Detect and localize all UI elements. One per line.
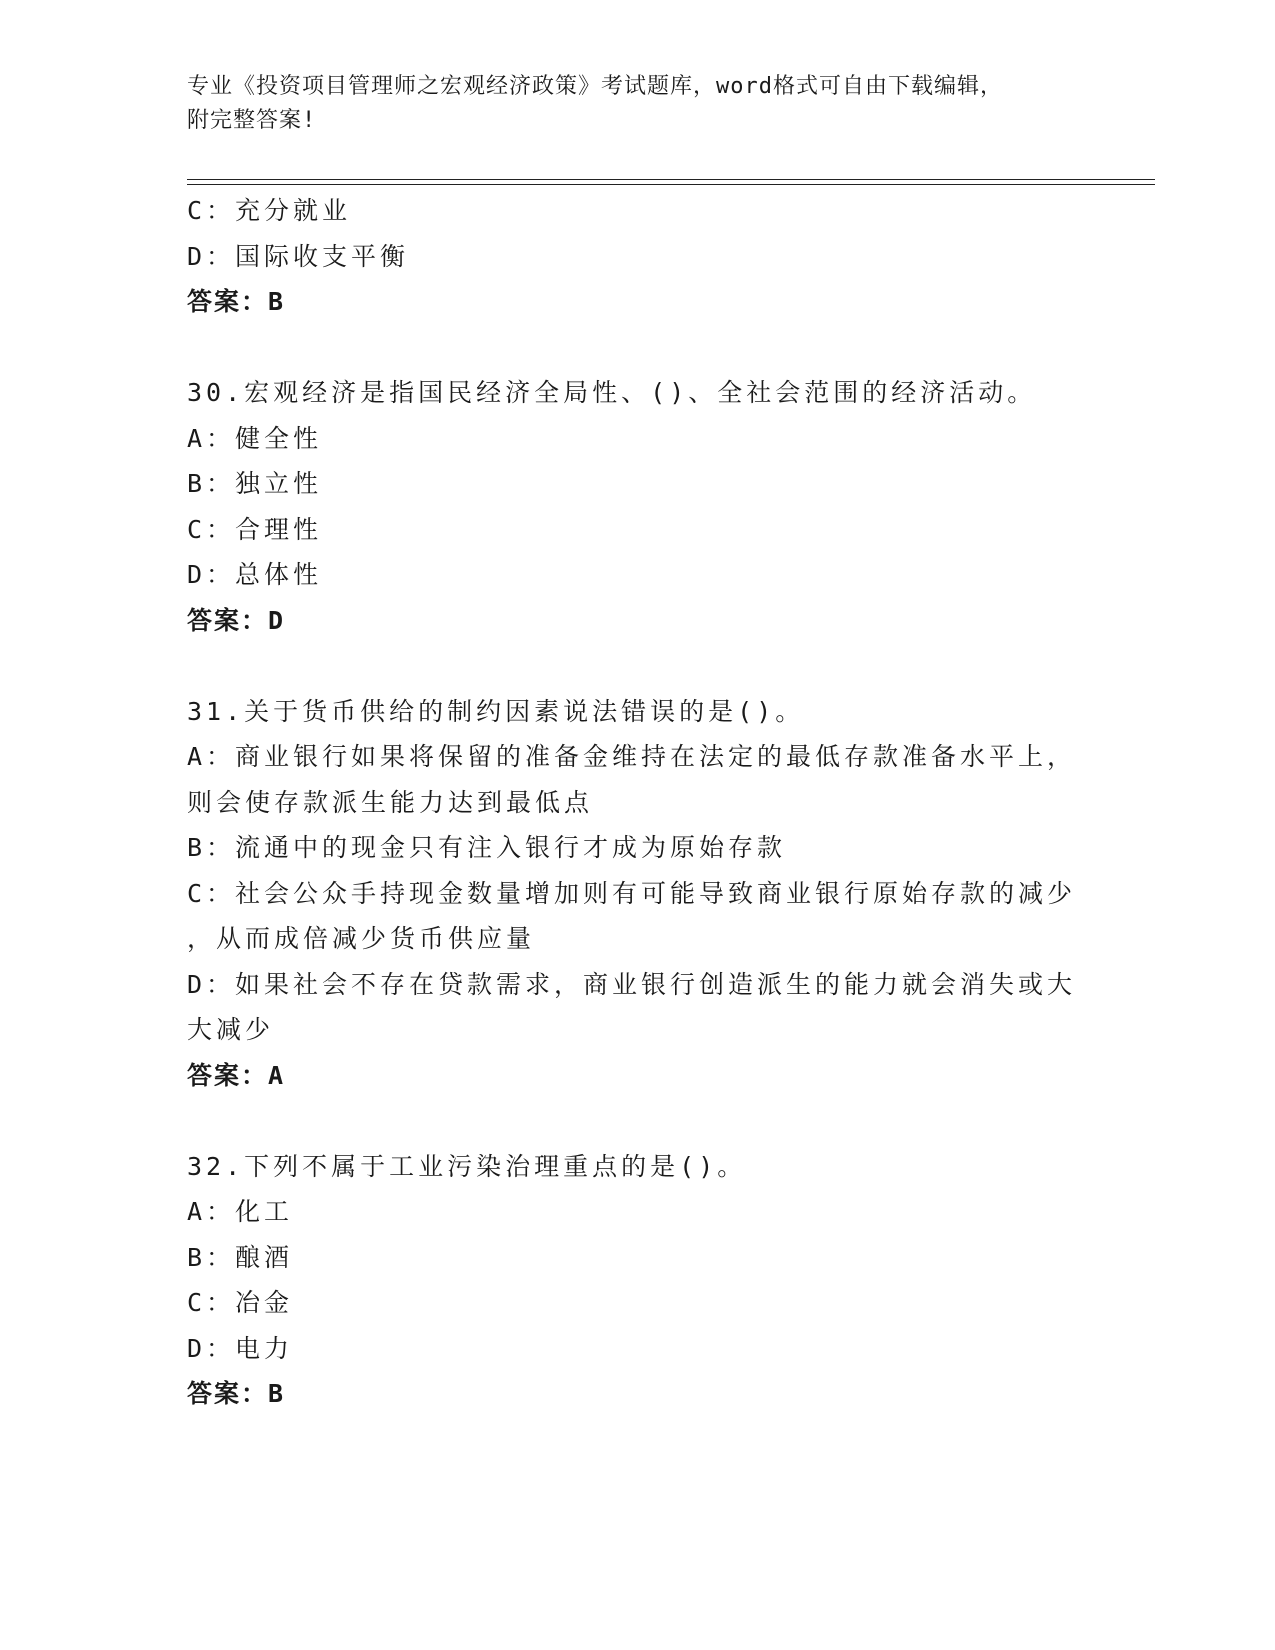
option-c: C：社会公众手持现金数量增加则有可能导致商业银行原始存款的减少: [187, 878, 1077, 908]
option-d: D：如果社会不存在贷款需求，商业银行创造派生的能力就会消失或大: [187, 969, 1077, 999]
answer-line: 答案：A: [187, 1060, 286, 1090]
option-b: B：独立性: [187, 469, 323, 498]
option-a: A：商业银行如果将保留的准备金维持在法定的最低存款准备水平上，: [187, 742, 1077, 771]
question-30: [187, 370, 1087, 643]
header-line-1: 专业《投资项目管理师之宏观经济政策》考试题库，word格式可自由下载编辑，: [187, 74, 1003, 99]
spacer: [187, 325, 1087, 371]
header-divider-bottom: [187, 184, 1155, 185]
header-divider-top: [187, 179, 1155, 180]
option-c: C：充分就业: [187, 196, 352, 225]
option-d: D：总体性: [187, 560, 323, 589]
option-c: C：合理性: [187, 514, 323, 544]
option-b: B：酿酒: [187, 1242, 294, 1272]
continued-question: [187, 188, 1087, 325]
spacer: [187, 643, 1087, 689]
header-line-2: 附完整答案!: [187, 108, 317, 133]
option-a: A：化工: [187, 1197, 294, 1226]
spacer: [187, 1098, 1087, 1144]
option-c-continued: ，从而成倍减少货币供应量: [187, 924, 536, 953]
question-31: [187, 689, 1087, 1099]
question-stem: 32.下列不属于工业污染治理重点的是()。: [187, 1151, 747, 1181]
option-d: D：国际收支平衡: [187, 241, 410, 271]
option-a: A：健全性: [187, 423, 323, 453]
question-stem: 30.宏观经济是指国民经济全局性、()、全社会范围的经济活动。: [187, 378, 1037, 407]
question-stem: 31.关于货币供给的制约因素说法错误的是()。: [187, 696, 805, 726]
option-b: B：流通中的现金只有注入银行才成为原始存款: [187, 833, 787, 862]
answer-line: 答案：B: [187, 287, 286, 316]
question-32: [187, 1144, 1087, 1417]
page-header: [187, 70, 1087, 138]
option-d: D：电力: [187, 1333, 294, 1363]
option-d-continued: 大减少: [187, 1015, 275, 1044]
answer-line: 答案：D: [187, 605, 286, 635]
answer-line: 答案：B: [187, 1379, 286, 1408]
option-c: C：冶金: [187, 1288, 294, 1317]
question-list: [187, 188, 1087, 1417]
option-a-continued: 则会使存款派生能力达到最低点: [187, 787, 594, 817]
